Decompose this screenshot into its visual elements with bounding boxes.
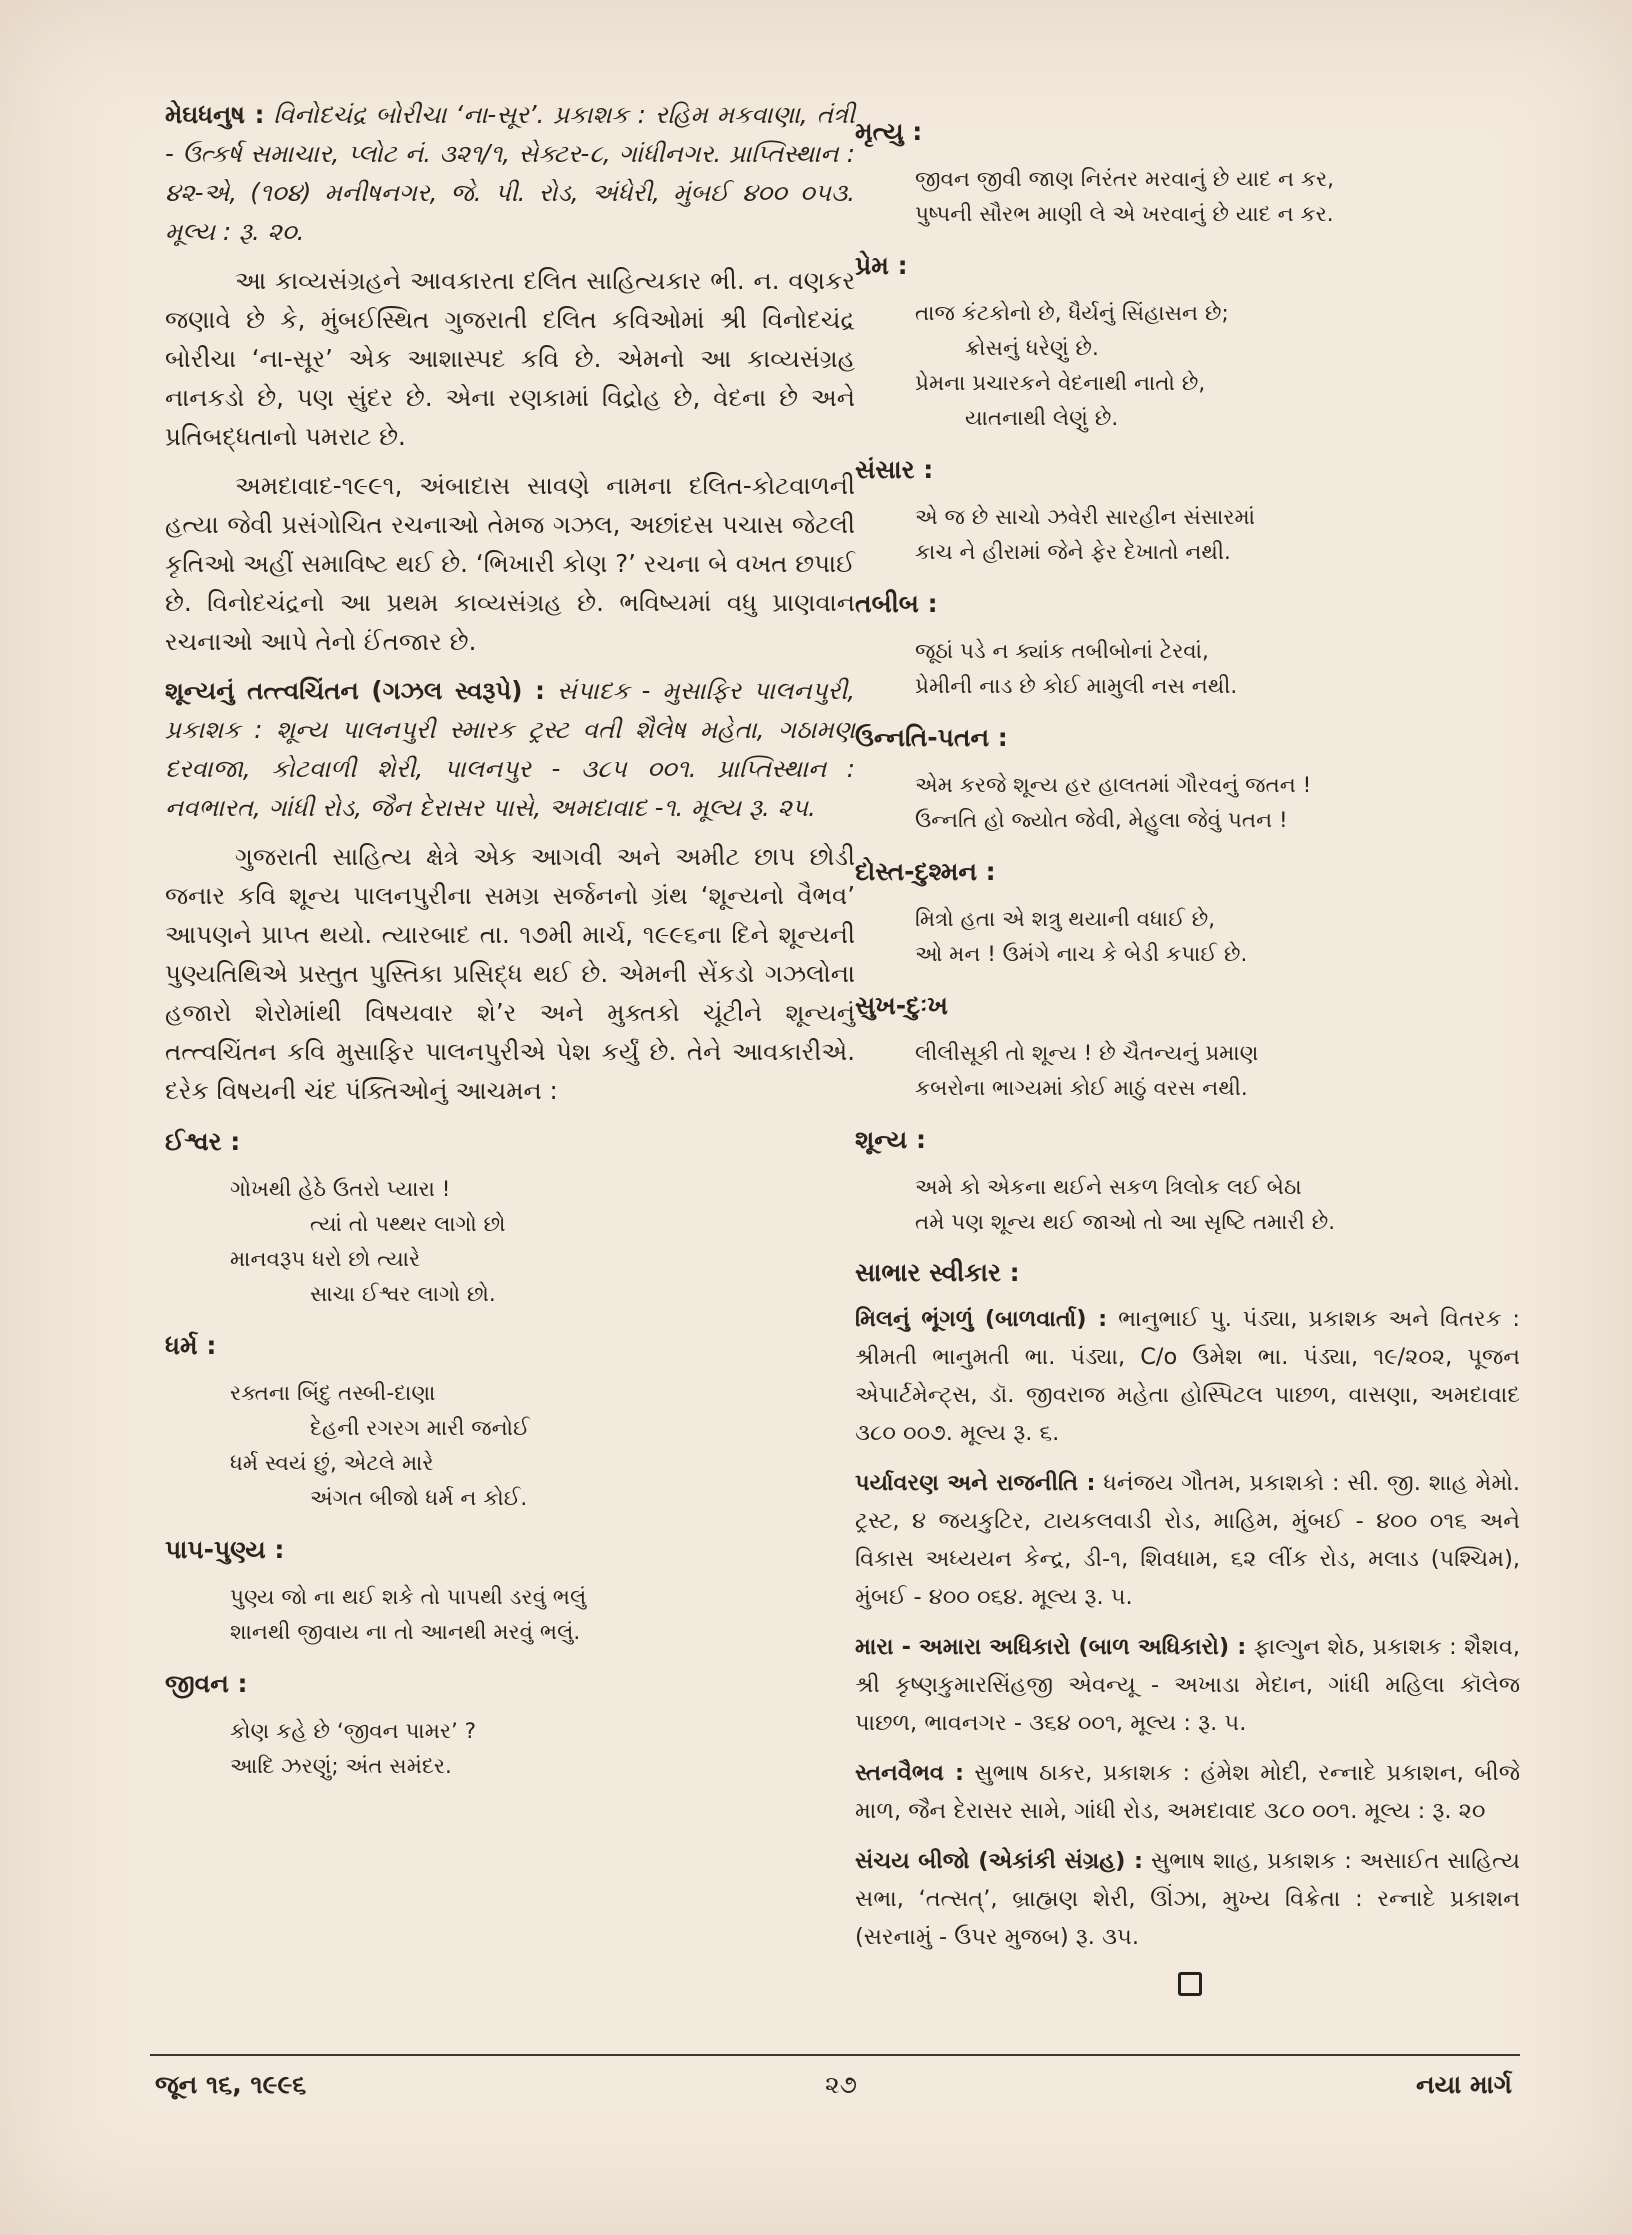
left-column	[165, 95, 855, 1802]
poem-block	[860, 1170, 1520, 1240]
poem-line: કાચ ને હીરામાં જેને ફેર દેખાતો નથી.	[915, 540, 1231, 565]
poem-block	[860, 1036, 1520, 1106]
poem-block	[165, 1714, 855, 1784]
topic-heading: પાપ-પુણ્ય :	[165, 1535, 285, 1564]
magazine-name: નયા માર્ગ	[1416, 2070, 1512, 2099]
ack-text: ફાલ્ગુન શેઠ, પ્રકાશક : શૈશવ, શ્રી કૃષ્ણકુમારસિંહજી એવન્યૂ - અખાડા મેદાન, ગાંધી મહિલા કૉલેજ પાછળ, ભાવનગર - ૩૬૪ ૦૦૧, મૂલ્ય : રૂ. ૫.	[855, 1634, 1521, 1736]
poem-line: ઉન્નતિ હો જ્યોત જેવી, મેહુલા જેવું પતન !	[915, 808, 1288, 833]
book-details: વિનોદચંદ્ર બોરીચા ‘ના-સૂર’. પ્રકાશક : રહિમ મકવાણા, તંત્રી - ઉત્કર્ષ સમાચાર, પ્લોટ નં. ૩૨૧/૧, સેક્ટર-૮, ગાંધીનગર. પ્રાપ્તિસ્થાન : ૪૨-એ, (૧૦૪) મનીષનગર, જે. પી. રોડ, અંધેરી, મુંબઈ ૪૦૦ ૦૫૩. મૂલ્ય : રૂ. ૨૦.	[165, 100, 855, 246]
poem-line: ધર્મ સ્વયં છું, એટલે મારે	[230, 1451, 434, 1476]
end-of-article-square-icon	[1178, 1972, 1202, 1996]
ack-title: મિલનું ભૂંગળું (બાળવાર્તા) :	[855, 1306, 1108, 1332]
right-column	[855, 100, 1521, 1996]
ack-title: સ્તનવૈભવ :	[855, 1760, 964, 1786]
acknowledgement-item	[855, 1628, 1520, 1742]
poem-line: સાચા ઈશ્વર લાગો છો.	[310, 1282, 496, 1307]
footer-date: જૂન ૧૬, ૧૯૯૬	[155, 2070, 307, 2099]
ack-title: સંચય બીજો (એકાંકી સંગ્રહ) :	[855, 1848, 1144, 1874]
poem-block	[165, 1580, 855, 1650]
ack-title: મારા - અમારા અધિકારો (બાળ અધિકારો) :	[855, 1634, 1247, 1660]
topic-heading: શૂન્ય :	[855, 1125, 926, 1154]
poem-block	[860, 634, 1520, 704]
poem-line: ત્યાં તો પથ્થર લાગો છો	[310, 1212, 506, 1237]
poem-line: દેહની રગરગ મારી જનોઈ	[310, 1416, 530, 1441]
topic-heading: દોસ્ત-દુશ્મન :	[855, 857, 996, 886]
acknowledgement-item	[855, 1464, 1520, 1616]
topic-heading: ધર્મ :	[165, 1331, 217, 1360]
poem-block	[860, 902, 1520, 972]
topic-heading: ઈશ્વર :	[165, 1127, 241, 1156]
ack-text: સુભાષ શાહ, પ્રકાશક : અસાઈત સાહિત્ય સભા, ‘તત્સત્’, બ્રાહ્મણ શેરી, ઊંઝા, મુખ્ય વિક્રેતા : રન્નાદે પ્રકાશન (સરનામું - ઉપર મુજબ) રૂ. ૩૫.	[855, 1848, 1520, 1950]
topic-heading: ઉન્નતિ-પતન :	[855, 723, 1008, 752]
review-paragraph: અમદાવાદ-૧૯૯૧, અંબાદાસ સાવણે નામના દલિત-કોટવાળની હત્યા જેવી પ્રસંગોચિત રચનાઓ તેમજ ગઝલ, અછાંદસ પચાસ જેટલી કૃતિઓ અહીં સમાવિષ્ટ થઈ છે. ‘ભિખારી કોણ ?’ રચના બે વખત છપાઈ છે. વિનોદચંદ્રનો આ પ્રથમ કાવ્યસંગ્રહ છે. ભવિષ્યમાં વધુ પ્રાણવાન રચનાઓ આપે તેનો ઈંતજાર છે.	[165, 471, 855, 656]
poem-line: પુષ્પની સૌરભ માણી લે એ ખરવાનું છે યાદ ન કર.	[915, 202, 1334, 227]
acknowledgement-item	[855, 1300, 1520, 1452]
poem-line: અંગત બીજો ધર્મ ન કોઈ.	[310, 1486, 528, 1511]
topic-heading: સુખ-દુઃખ	[855, 991, 948, 1020]
poem-line: કબરોના ભાગ્યમાં કોઈ માઠું વરસ નથી.	[915, 1076, 1248, 1101]
poem-line: પુણ્ય જો ના થઈ શકે તો પાપથી ડરવું ભલું	[230, 1585, 587, 1610]
page-number: ૨૭	[825, 2070, 858, 2099]
review-paragraph: આ કાવ્યસંગ્રહને આવકારતા દલિત સાહિત્યકાર ભી. ન. વણકર જણાવે છે કે, મુંબઈસ્થિત ગુજરાતી દલિત કવિઓમાં શ્રી વિનોદચંદ્ર બોરીચા ‘ના-સૂર’ એક આશાસ્પદ કવિ છે. એમનો આ કાવ્યસંગ્રહ નાનકડો છે, પણ સુંદર છે. એના રણકામાં વિદ્રોહ છે, વેદના છે અને પ્રતિબદ્ધતાનો પમરાટ છે.	[165, 266, 855, 451]
poem-block	[165, 1376, 855, 1516]
topic-heading: તબીબ :	[855, 589, 938, 618]
poem-line: તાજ કંટકોનો છે, ધૈર્યનું સિંહાસન છે;	[915, 301, 1229, 326]
poem-line: જૂઠાં પડે ન ક્યાંક તબીબોનાં ટેરવાં,	[915, 639, 1209, 664]
poem-line: લીલીસૂકી તો શૂન્ય ! છે ચૈતન્યનું પ્રમાણ	[915, 1041, 1259, 1066]
poem-line: મિત્રો હતા એ શત્રુ થયાની વધાઈ છે,	[915, 907, 1216, 932]
poem-block	[860, 768, 1520, 838]
poem-line: ગોખથી હેઠે ઉતરો પ્યારા !	[230, 1177, 451, 1202]
topic-heading: પ્રેમ :	[855, 251, 908, 280]
poem-line: એમ કરજે શૂન્ય હર હાલતમાં ગૌરવનું જતન !	[915, 773, 1312, 798]
poem-line: કોણ કહે છે ‘જીવન પામર’ ?	[230, 1719, 477, 1744]
poem-line: એ જ છે સાચો ઝવેરી સારહીન સંસારમાં	[915, 505, 1255, 530]
topic-heading: સંસાર :	[855, 455, 934, 484]
poem-line: યાતનાથી લેણું છે.	[965, 406, 1119, 431]
poem-block	[860, 500, 1520, 570]
footer-divider	[150, 2054, 1520, 2056]
book-entry-shunya	[165, 671, 855, 827]
poem-line: શાનથી જીવાય ના તો આનથી મરવું ભલું.	[230, 1620, 581, 1645]
poem-line: માનવરૂપ ધરો છો ત્યારે	[230, 1247, 421, 1272]
ack-title: પર્યાવરણ અને રાજનીતિ :	[855, 1470, 1096, 1496]
poem-line: અમે કો એકના થઈને સકળ ત્રિલોક લઈ બેઠા	[915, 1175, 1302, 1200]
topic-heading: મૃત્યુ :	[855, 117, 923, 146]
topic-heading: જીવન :	[165, 1669, 248, 1698]
acknowledgement-heading: સાભાર સ્વીકાર :	[855, 1258, 1020, 1287]
poem-line: જીવન જીવી જાણ નિરંતર મરવાનું છે યાદ ન કર,	[915, 167, 1334, 192]
ack-text: ધનંજય ગૌતમ, પ્રકાશકો : સી. જી. શાહ મેમો. ટ્રસ્ટ, ૪ જયકુટિર, ટાયકલવાડી રોડ, માહિમ, મુંબઈ - ૪૦૦ ૦૧૬ અને વિકાસ અધ્યયન કેન્દ્ર, ડી-૧, શિવધામ, ૬૨ લીંક રોડ, મલાડ (પશ્ચિમ), મુંબઈ - ૪૦૦ ૦૬૪. મૂલ્ય રૂ. ૫.	[855, 1470, 1520, 1610]
poem-line: પ્રેમીની નાડ છે કોઈ મામુલી નસ નથી.	[915, 674, 1238, 699]
poem-block	[165, 1172, 855, 1312]
book-entry-meghdhanush	[165, 95, 855, 251]
poem-line: ક્રોસનું ધરેણું છે.	[965, 336, 1099, 361]
ack-text: સુભાષ ઠાકર, પ્રકાશક : હંમેશ મોદી, રન્નાદે પ્રકાશન, બીજે માળ, જૈન દેરાસર સામે, ગાંધી રોડ, અમદાવાદ ૩૮૦ ૦૦૧. મૂલ્ય : રૂ. ૨૦	[855, 1760, 1520, 1824]
acknowledgement-item	[855, 1754, 1520, 1830]
acknowledgement-item	[855, 1842, 1520, 1956]
book-title: શૂન્યનું તત્ત્વચિંતન (ગઝલ સ્વરૂપે) :	[165, 676, 545, 705]
ack-text: ભાનુભાઈ પુ. પંડ્યા, પ્રકાશક અને વિતરક : શ્રીમતી ભાનુમતી ભા. પંડ્યા, C/o ઉમેશ ભા. પંડ્યા, ૧૯/૨૦૨, પૂજન એપાર્ટમેન્ટ્સ, ડૉ. જીવરાજ મહેતા હોસ્પિટલ પાછળ, વાસણા, અમદાવાદ ૩૮૦ ૦૦૭. મૂલ્ય રૂ. ૬.	[855, 1306, 1520, 1446]
poem-block	[860, 296, 1520, 436]
poem-line: આદિ ઝરણું; અંત સમંદર.	[230, 1754, 452, 1779]
poem-line: પ્રેમના પ્રચારકને વેદનાથી નાતો છે,	[915, 371, 1206, 396]
poem-block	[860, 162, 1520, 232]
poem-line: રક્તના બિંદુ તસ્બી-દાણા	[230, 1381, 436, 1406]
review-paragraph: ગુજરાતી સાહિત્ય ક્ષેત્રે એક આગવી અને અમીટ છાપ છોડી જનાર કવિ શૂન્ય પાલનપુરીના સમગ્ર સર્જનનો ગ્રંથ ‘શૂન્યનો વૈભવ’ આપણને પ્રાપ્ત થયો. ત્યારબાદ તા. ૧૭મી માર્ચ, ૧૯૯૬ના દિને શૂન્યની પુણ્યતિથિએ પ્રસ્તુત પુસ્તિકા પ્રસિદ્ધ થઈ છે. એમની સેંકડો ગઝલોના હજારો શેરોમાંથી વિષયવાર શે’ર અને મુક્તકો ચૂંટીને શૂન્યનું તત્ત્વચિંતન કવિ મુસાફિર પાલનપુરીએ પેશ કર્યું છે. તેને આવકારીએ. દરેક વિષયની ચંદ પંક્તિઓનું આચમન :	[165, 842, 855, 1105]
poem-line: ઓ મન ! ઉમંગે નાચ કે બેડી કપાઈ છે.	[915, 942, 1248, 967]
book-title: મેઘધનુષ :	[165, 100, 265, 129]
poem-line: તમે પણ શૂન્ય થઈ જાઓ તો આ સૃષ્ટિ તમારી છે.	[915, 1210, 1336, 1235]
book-details: સંપાદક - મુસાફિર પાલનપુરી, પ્રકાશક : શૂન્ય પાલનપુરી સ્મારક ટ્રસ્ટ વતી શૈલેષ મહેતા, ગઠામણ દરવાજા, કોટવાળી શેરી, પાલનપુર - ૩૮૫ ૦૦૧. પ્રાપ્તિસ્થાન : નવભારત, ગાંધી રોડ, જૈન દેરાસર પાસે, અમદાવાદ -૧. મૂલ્ય રૂ. ૨૫.	[165, 676, 855, 822]
